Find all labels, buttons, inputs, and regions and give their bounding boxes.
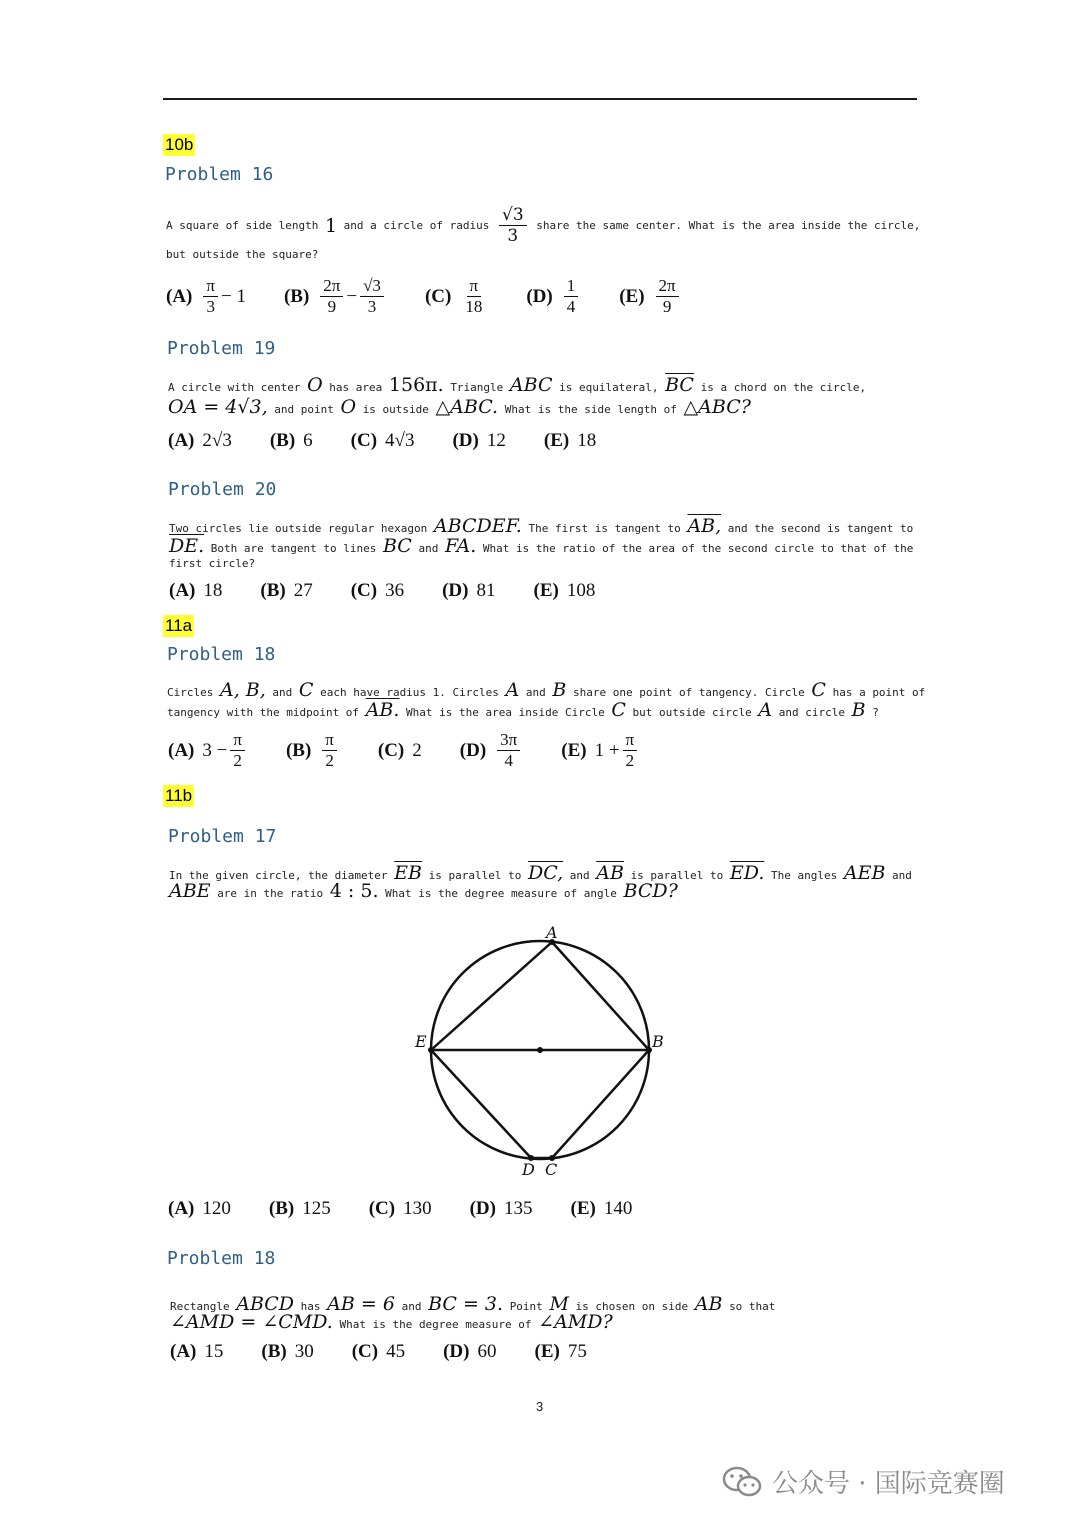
label: (B) (285, 739, 312, 761)
den: 9 (327, 297, 337, 316)
label: (C) (351, 1341, 379, 1362)
segment-ea (431, 942, 552, 1050)
label: (B) (261, 1341, 287, 1362)
math: C (811, 679, 826, 701)
choice-c (369, 1198, 432, 1220)
text: is parallel to (630, 869, 724, 882)
math: ED. (729, 862, 765, 884)
den: 3 (206, 297, 215, 316)
choice-e (544, 430, 596, 452)
math: DC, (527, 862, 564, 884)
num: π (230, 730, 245, 751)
problem-19-statement-line1 (168, 375, 866, 398)
text: share the same center. What is the area inside the circle, (536, 218, 921, 232)
label: (C) (368, 1198, 396, 1219)
choice-d (470, 1198, 533, 1220)
frac (656, 276, 679, 317)
choice-e (619, 276, 681, 317)
math: O (340, 396, 357, 418)
choice-d (443, 1341, 496, 1363)
label: (E) (543, 430, 570, 451)
text: has (300, 1300, 321, 1313)
value: 2 (412, 739, 422, 761)
num: 2π (320, 276, 343, 297)
circle-diagram (400, 918, 680, 1180)
point-e (428, 1047, 434, 1053)
problem-18b-statement-line2 (170, 1312, 613, 1335)
section-tag-11a: 11a (165, 616, 193, 635)
value: 125 (302, 1198, 331, 1219)
frac (623, 730, 638, 771)
text: Two circles lie outside regular hexagon (169, 522, 428, 535)
value: 4√3 (385, 430, 415, 451)
section-tag-11b: 11b (165, 786, 193, 805)
value: 120 (202, 1198, 231, 1219)
label: (A) (170, 1341, 197, 1362)
math: AB (694, 1293, 723, 1315)
label-d: D (522, 1160, 535, 1179)
num: π (322, 730, 337, 751)
frac (203, 276, 218, 317)
label: (B) (268, 1198, 295, 1219)
math: A (505, 679, 520, 701)
problem-16-statement-line1 (166, 205, 920, 246)
label: (A) (168, 739, 195, 761)
value: 30 (294, 1341, 314, 1362)
text: has a point of (832, 686, 926, 699)
frac (322, 730, 337, 771)
math: $\overline{AB}$ (596, 862, 624, 884)
text: and (525, 686, 546, 699)
frac (230, 730, 245, 771)
label: (A) (168, 1198, 195, 1219)
den: 2 (625, 751, 635, 770)
math: $\overline{EB}$ (394, 862, 423, 884)
choice-c (425, 276, 488, 317)
text: but outside circle (632, 706, 752, 719)
text: is outside (362, 403, 429, 416)
label: (A) (169, 580, 196, 601)
choice-b (270, 430, 313, 452)
choice-b (269, 1198, 331, 1220)
label-e: E (415, 1032, 427, 1051)
text: The angles (771, 869, 838, 882)
text: In the given circle, the diameter (169, 869, 388, 882)
label: (D) (452, 430, 479, 451)
text: are in the ratio (217, 887, 324, 900)
value: 140 (603, 1198, 633, 1219)
num: √3 (499, 205, 527, 226)
math: AEB (843, 862, 886, 884)
choice-c (351, 430, 415, 452)
value: 18 (203, 580, 223, 601)
label: (A) (168, 430, 195, 451)
math: AB, (687, 515, 722, 537)
pre: 3 − (202, 739, 228, 761)
label-c: C (545, 1160, 558, 1179)
den: 18 (465, 297, 483, 316)
math: △ABC? (683, 396, 751, 418)
choice-c (378, 740, 422, 762)
page-number: 3 (536, 1399, 544, 1414)
text: is equilateral, (559, 381, 659, 394)
num: 1 (564, 276, 579, 297)
text: and point (274, 403, 334, 416)
problem-19-title: Problem 19 (167, 338, 276, 359)
frac (462, 276, 485, 317)
math: A, B, (219, 679, 266, 701)
math: C (611, 699, 626, 721)
label: (B) (283, 285, 310, 307)
text: What is the degree measure of (339, 1318, 532, 1331)
text: A circle with center (168, 381, 301, 394)
problem-18b-choices (170, 1341, 625, 1363)
frac (564, 276, 579, 317)
math: OA = 4√3, (168, 396, 268, 418)
label: (E) (534, 1341, 560, 1362)
choice-e (561, 730, 640, 771)
label: (C) (377, 739, 405, 761)
den: 3 (367, 297, 377, 316)
value: 18 (577, 430, 597, 451)
choice-a (166, 276, 246, 317)
problem-20-title: Problem 20 (168, 479, 277, 500)
math: △ABC. (435, 396, 499, 418)
frac (360, 276, 384, 317)
math: AB. (365, 699, 400, 721)
math: $\overline{BC}$ (665, 374, 694, 396)
wechat-icon (722, 1465, 762, 1499)
text: Rectangle (170, 1300, 230, 1313)
math: 156π. (388, 374, 444, 396)
label: (E) (561, 739, 587, 761)
choice-a (168, 430, 232, 452)
math: 1 (324, 214, 338, 237)
math: BCD? (623, 880, 678, 902)
value: 36 (385, 580, 405, 601)
text: and circle (778, 706, 845, 719)
value: 108 (566, 580, 596, 601)
value: 2√3 (202, 430, 232, 451)
radius-fraction (499, 205, 527, 246)
label: (C) (350, 580, 378, 601)
value: 81 (476, 580, 496, 601)
label: (D) (459, 739, 487, 761)
problem-17-title: Problem 17 (168, 826, 277, 847)
math: BC (382, 535, 412, 557)
choice-c (352, 1341, 405, 1363)
label: (B) (260, 580, 286, 601)
math: B (552, 679, 567, 701)
label: (B) (269, 430, 296, 451)
math: M (549, 1293, 569, 1315)
text: The first is tangent to (528, 522, 681, 535)
num: π (467, 276, 482, 297)
text: share one point of tangency. Circle (572, 686, 805, 699)
text: Point (509, 1300, 543, 1313)
den: 4 (504, 751, 513, 770)
section-tag-10b: 10b (165, 135, 194, 154)
watermark-text: 公众号 · 国际竞赛圈 (772, 1469, 1005, 1499)
label: (D) (526, 285, 553, 307)
problem-19-choices (168, 430, 634, 452)
value: 45 (386, 1341, 406, 1362)
math: A (758, 699, 773, 721)
text: and (569, 869, 590, 882)
label-b: B (652, 1032, 664, 1051)
math: ABCDEF. (433, 515, 522, 537)
choice-a (168, 730, 248, 771)
problem-20-choices (169, 580, 633, 602)
text: Triangle (450, 381, 504, 394)
problem-18b-title: Problem 18 (167, 1248, 276, 1269)
text: is parallel to (428, 869, 522, 882)
den: 3 (507, 226, 519, 246)
text: and (272, 686, 293, 699)
math: 4 : 5. (329, 880, 379, 902)
value: 15 (204, 1341, 224, 1362)
problem-19-statement-line2 (168, 397, 751, 420)
den: 2 (233, 751, 242, 770)
choice-b (260, 580, 312, 602)
choice-a (169, 580, 222, 602)
label-a: A (546, 923, 558, 942)
text: has area (329, 381, 383, 394)
choice-d (526, 276, 581, 317)
math: AB = 6 (327, 1293, 395, 1315)
num: 2π (656, 276, 679, 297)
label: (C) (350, 430, 378, 451)
label: (E) (619, 285, 645, 307)
choice-d (442, 580, 495, 602)
problem-16-choices (166, 276, 720, 317)
problem-18a-choices (168, 730, 678, 771)
num: 3π (497, 730, 520, 751)
text: ? (872, 706, 879, 719)
value: 75 (567, 1341, 587, 1362)
math: ABC (509, 374, 553, 396)
math: BC = 3. (428, 1293, 504, 1315)
den: 2 (325, 751, 334, 770)
value: 12 (486, 430, 506, 451)
value: 27 (293, 580, 313, 601)
choice-d (460, 730, 523, 771)
math: ABCD (236, 1293, 295, 1315)
choice-d (452, 430, 505, 452)
problem-18a-statement-line2 (167, 700, 879, 723)
math: ∠AMD? (538, 1311, 613, 1333)
math: O (307, 374, 323, 396)
text: tangency with the midpoint of (167, 706, 360, 719)
text: What is the ratio of the area of the second circle to that of the (482, 542, 914, 555)
mid: − (346, 285, 358, 307)
label: (D) (442, 580, 469, 601)
label: (D) (469, 1198, 496, 1219)
text: What is the area inside Circle (406, 706, 605, 719)
text: Circles (167, 686, 214, 699)
top-rule (163, 98, 917, 100)
frac (497, 730, 520, 771)
text: so that (729, 1300, 776, 1313)
text: Both are tangent to lines (210, 542, 377, 555)
problem-20-statement-line3: first circle? (169, 557, 256, 570)
text: What is the degree measure of angle (385, 887, 617, 900)
text: and the second is tangent to (727, 522, 914, 535)
text: A square of side length (166, 218, 319, 232)
choice-e (571, 1198, 633, 1220)
choice-b (261, 1341, 313, 1363)
text: and (401, 1300, 422, 1313)
problem-17-choices (168, 1198, 670, 1220)
problem-17-statement-line2 (169, 881, 678, 904)
text: is a chord on the circle, (700, 381, 867, 394)
text: and (892, 869, 912, 882)
math: ABE (169, 880, 211, 902)
choice-e (535, 1341, 587, 1363)
watermark (722, 1463, 1005, 1500)
num: π (203, 276, 218, 297)
choice-b (284, 276, 387, 317)
label: (D) (443, 1341, 470, 1362)
choice-e (534, 580, 596, 602)
pre: 1 + (594, 739, 620, 761)
center-point (537, 1047, 543, 1053)
text: and (418, 542, 439, 555)
tail: − 1 (220, 285, 246, 307)
frac (320, 276, 343, 317)
num: π (623, 730, 638, 751)
math: C (298, 679, 314, 701)
value: 6 (303, 430, 313, 451)
den: 9 (662, 297, 672, 316)
choice-c (351, 580, 404, 602)
value: 135 (504, 1198, 533, 1219)
choice-b (286, 730, 340, 771)
label: (E) (570, 1198, 596, 1219)
text: each have radius 1. Circles (320, 686, 499, 699)
text: is chosen on side (575, 1300, 689, 1313)
den: 4 (566, 297, 576, 316)
math: ∠AMD = ∠CMD. (170, 1311, 333, 1333)
label: (C) (424, 285, 452, 307)
value: 60 (477, 1341, 497, 1362)
num: √3 (360, 276, 384, 297)
choice-a (168, 1198, 231, 1220)
problem-20-statement-line2 (169, 536, 913, 559)
problem-18a-title: Problem 18 (167, 644, 276, 665)
label: (E) (533, 580, 559, 601)
choice-a (170, 1341, 223, 1363)
text: What is the side length of (504, 403, 677, 416)
math: DE. (169, 535, 205, 557)
math: B (851, 699, 866, 721)
value: 130 (403, 1198, 432, 1219)
math: FA. (444, 535, 477, 557)
text: and a circle of radius (343, 218, 490, 232)
problem-16-title: Problem 16 (165, 164, 274, 185)
problem-16-statement-line2: but outside the square? (166, 248, 319, 261)
label: (A) (166, 285, 193, 307)
